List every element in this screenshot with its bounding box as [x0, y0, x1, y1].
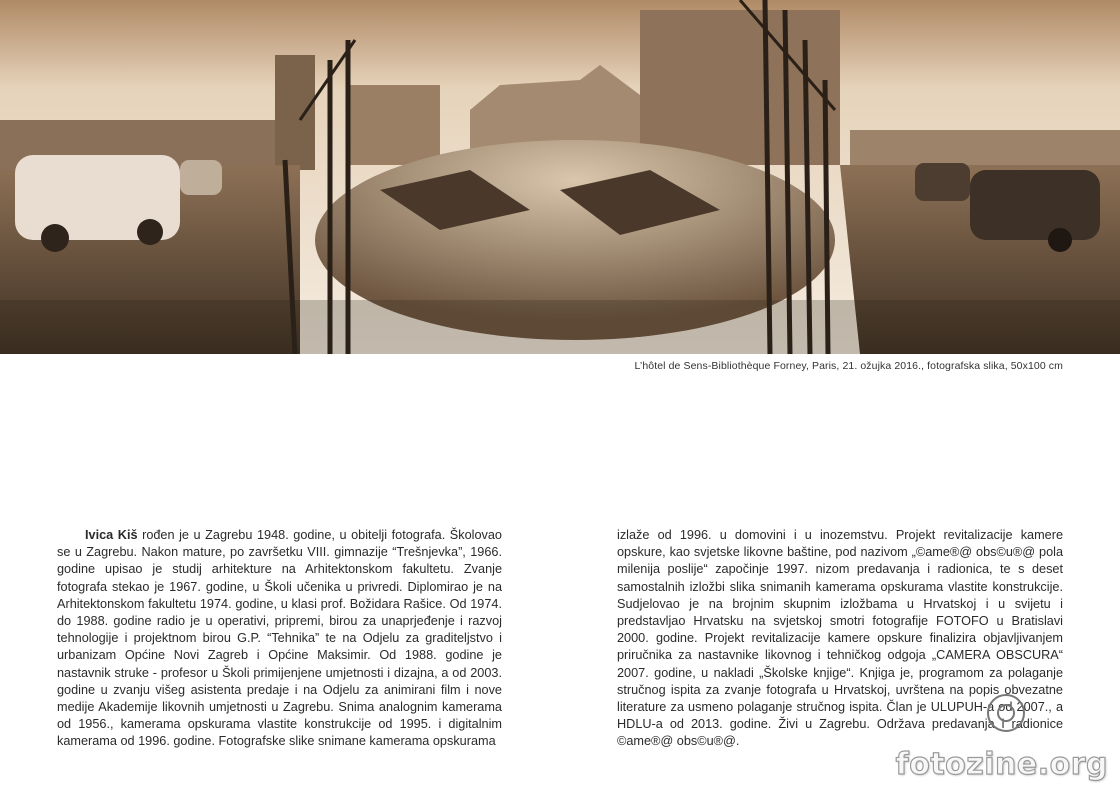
biography-text-right: izlaže od 1996. u domovini i u inozemstvu. Projekt revitalizacije kamere opskure, kao svjetske likovne baštine, pod nazivom „©ame®@ obs©u®@ pola milenija poslije“ započinje 1997. nizom predavanja i radionica, te s deset samostalnih izložbi slika snimanih kamerama opskurama vlastite konstrukcije. Sudjelovao je na brojnim skupnim izložbama u Hrvatskoj i u svijetu i predstavljao Hrvatsku na svjetskoj smotri fotografije FOTOFO u Bratislavi 2000. godine. Projekt revitalizacije kamere opskure finalizira objavljivanjem priručnika za nastavnike likovnog i tehničkog odgoja „CAMERA OBSCURA“ 2007. godine, u nakladi „Školske knjige“. Knjiga je, programom za polaganje stručnog ispita za zvanje fotografa u Hrvatskoj, uvrštena na popis obvezatne literature za usmeno polaganje stručnog ispita. Član je ULUPUH-a od 2007., a HDLU-a od 2013. godine. Živi u Zagrebu. Održava predavanja i radionice ©ame®@ obs©u®@.	[617, 528, 1063, 749]
panoramic-photo	[0, 0, 1120, 354]
author-name: Ivica Kiš	[85, 528, 138, 542]
biography-text-left: rođen je u Zagrebu 1948. godine, u obitelji fotografa. Školovao se u Zagrebu. Nakon mature, po završetku VIII. gimnazije “Trešnjevka”, 1966. godine upisao je studij arhitekture na Arhitektonskom fakultetu. Zvanje fotografa stekao je 1967. godine, u Školi učenika u privredi. Diplomirao je na Arhitektonskom fakultetu 1974. godine, u klasi prof. Božidara Rašice. Od 1974. do 1988. godine radio je u operativi, pripremi, birou za unaprjeđenje i razvoj tehnologije i projektnom birou G.P. “Tehnika” te na Odjelu za graditeljstvo i urbanizam Općine Novi Zagreb i Općine Maksimir. Od 1988. godine je nastavnik struke - profesor u Školi primijenjene umjetnosti i dizajna, a od 2003. godine u zvanju višeg asistenta predaje i na Odjelu za animirani film i nove medije Akademije likovnih umjetnosti u Zagrebu. Snima analognim kamerama od 1956., kamerama opskurama vlastite konstrukcije od 1995. i digitalnim kamerama od 1996. godine. Fotografske slike snimane kamerama opskurama	[57, 528, 502, 749]
watermark-logo: fotozine.org	[895, 747, 1108, 782]
camera-stamp-icon	[985, 692, 1027, 734]
biography-column-left	[57, 527, 502, 751]
sepia-panorama-image	[0, 0, 1120, 354]
biography-paragraph-left	[57, 527, 502, 751]
photo-caption: L’hôtel de Sens-Bibliothèque Forney, Paris, 21. ožujka 2016., fotografska slika, 50x100 cm	[634, 360, 1063, 372]
